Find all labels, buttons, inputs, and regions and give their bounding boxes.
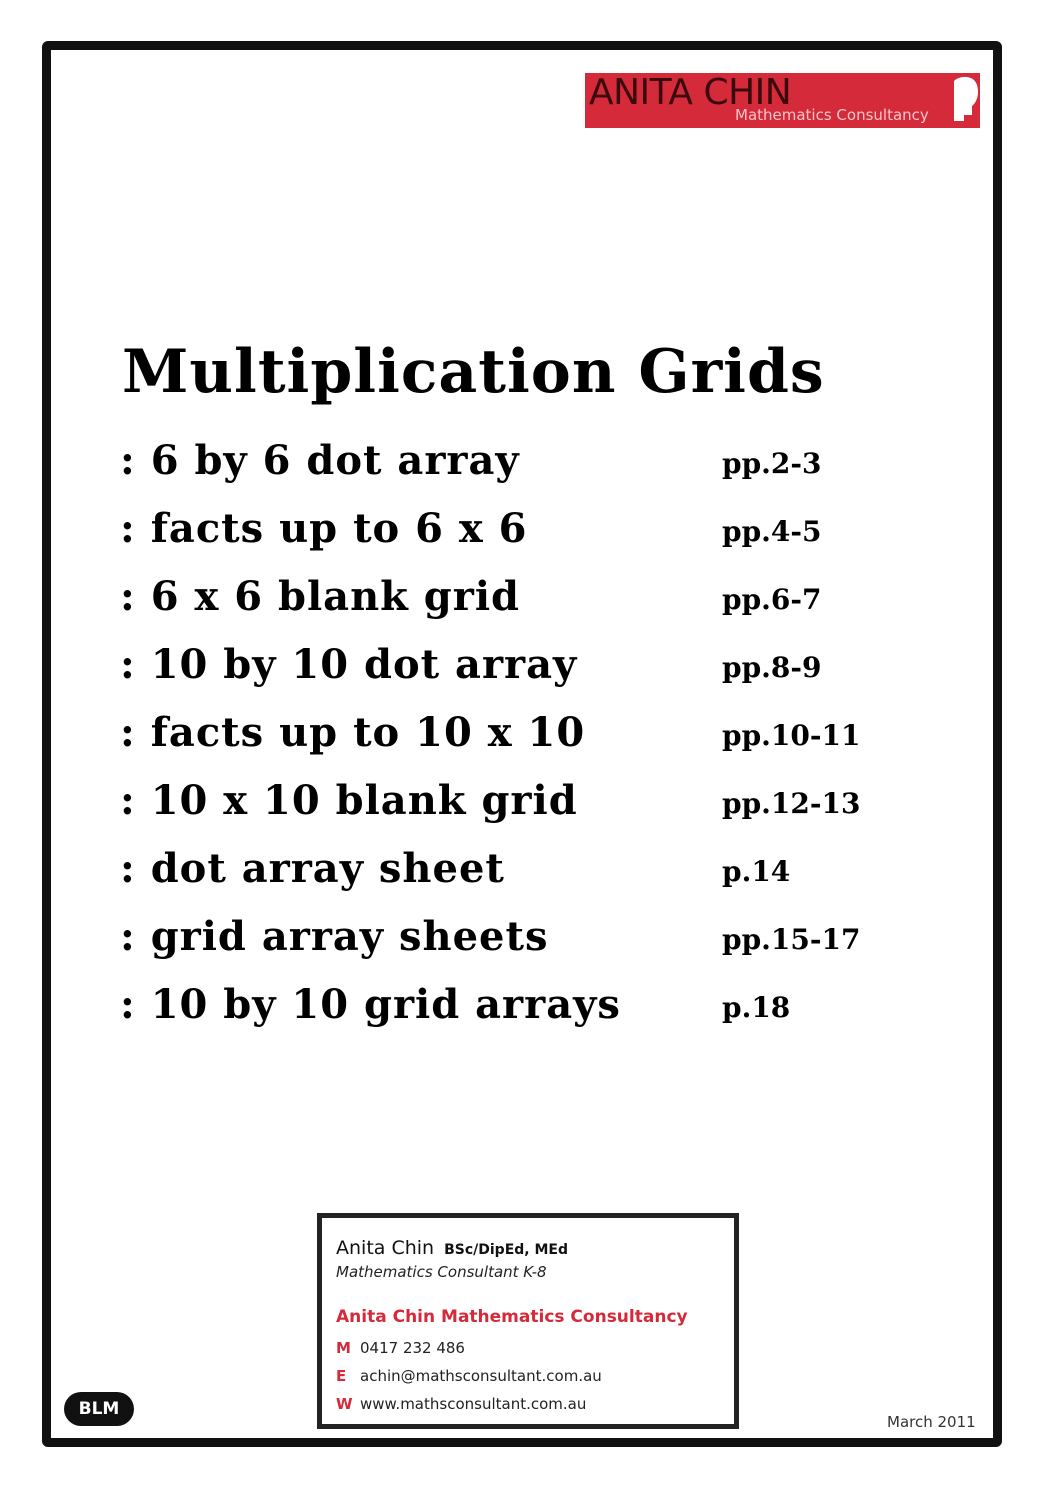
contact-card xyxy=(317,1213,739,1429)
publication-date: March 2011 xyxy=(887,1413,976,1431)
logo-name: ANITA CHIN xyxy=(589,73,792,113)
contents-item xyxy=(120,770,900,838)
contents-item-pages: pp.8-9 xyxy=(722,651,822,684)
contents-item xyxy=(120,906,900,974)
contact-value: 0417 232 486 xyxy=(360,1339,465,1357)
logo-subtitle: Mathematics Consultancy xyxy=(735,106,929,124)
consultant-name: Anita Chin xyxy=(336,1237,435,1259)
consultant-role: Mathematics Consultant K-8 xyxy=(336,1263,547,1281)
contact-value: achin@mathsconsultant.com.au xyxy=(360,1367,602,1385)
contents-item xyxy=(120,430,900,498)
contents-item-pages: p.18 xyxy=(722,991,791,1024)
contact-key: E xyxy=(336,1367,347,1385)
contents-item-pages: pp.6-7 xyxy=(722,583,822,616)
contents-item-label: : dot array sheet xyxy=(120,845,505,892)
contents-item-label: : 6 x 6 blank grid xyxy=(120,573,520,620)
head-silhouette-icon xyxy=(950,73,980,128)
consultant-qualifications: BSc/DipEd, MEd xyxy=(444,1242,568,1258)
contents-item-label: : facts up to 10 x 10 xyxy=(120,709,586,756)
contact-key: M xyxy=(336,1339,351,1357)
contents-item-label: : grid array sheets xyxy=(120,913,549,960)
blm-badge: BLM xyxy=(64,1392,134,1426)
contents-item xyxy=(120,634,900,702)
contents-item xyxy=(120,702,900,770)
contents-item xyxy=(120,974,900,1042)
contents-item-label: : 6 by 6 dot array xyxy=(120,437,520,484)
contents-list xyxy=(120,430,900,1042)
contents-item xyxy=(120,498,900,566)
contents-item-pages: pp.10-11 xyxy=(722,719,861,752)
company-name: Anita Chin Mathematics Consultancy xyxy=(336,1307,688,1327)
contents-item-pages: pp.2-3 xyxy=(722,447,822,480)
contact-mobile xyxy=(336,1338,465,1358)
contact-value: www.mathsconsultant.com.au xyxy=(360,1395,587,1413)
contents-item-label: : facts up to 6 x 6 xyxy=(120,505,528,552)
contents-item-pages: pp.12-13 xyxy=(722,787,861,820)
contact-website xyxy=(336,1394,586,1414)
contents-item xyxy=(120,838,900,906)
contents-item-label: : 10 by 10 dot array xyxy=(120,641,578,688)
contents-item xyxy=(120,566,900,634)
page-title: Multiplication Grids xyxy=(122,337,825,407)
consultant-name-line xyxy=(336,1236,568,1262)
contents-item-label: : 10 x 10 blank grid xyxy=(120,777,578,824)
company-logo xyxy=(585,73,980,128)
contents-item-label: : 10 by 10 grid arrays xyxy=(120,981,621,1028)
contact-email xyxy=(336,1366,602,1386)
contents-item-pages: pp.15-17 xyxy=(722,923,861,956)
contact-key: W xyxy=(336,1395,353,1413)
contents-item-pages: p.14 xyxy=(722,855,791,888)
contents-item-pages: pp.4-5 xyxy=(722,515,822,548)
